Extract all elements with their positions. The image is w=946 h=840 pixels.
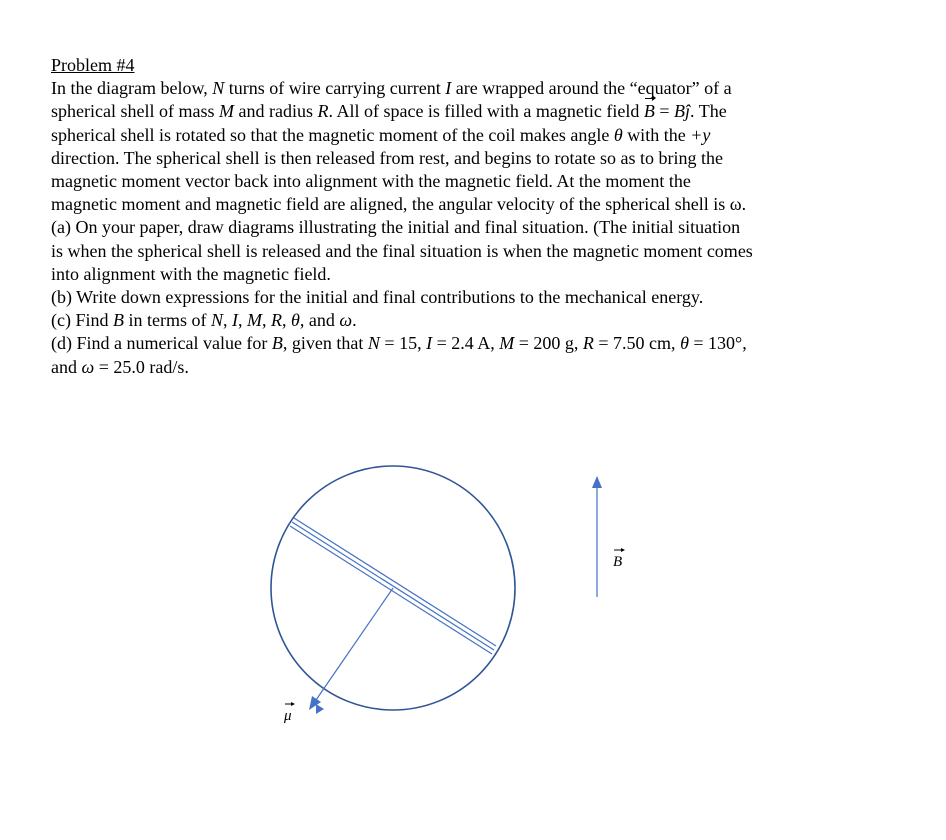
text-run: = 130°, xyxy=(688,333,747,354)
math-symbol: B xyxy=(674,101,686,122)
math-symbol: I xyxy=(232,310,239,331)
b-label-group xyxy=(613,548,625,570)
b-vector-tip xyxy=(621,548,625,552)
math-symbol: N xyxy=(367,333,380,354)
magnetic-moment-vector xyxy=(309,588,393,710)
text-run: with the xyxy=(622,124,691,145)
text-run: magnetic moment and magnetic field are aligned, the angular velocity of the spherical shell is ω. xyxy=(51,194,747,215)
text-run: (d) Find a numerical value for xyxy=(51,333,272,354)
text-run: = 15, xyxy=(379,333,427,354)
b-arrow-head xyxy=(592,476,602,488)
text-run: , and xyxy=(299,310,340,331)
text-run: , xyxy=(262,310,272,331)
text-run: (c) Find xyxy=(51,310,113,331)
text-run: = 7.50 cm, xyxy=(593,333,681,354)
text-run: , xyxy=(238,310,248,331)
text-run: In the diagram below, xyxy=(51,78,213,99)
math-symbol: M xyxy=(247,310,263,331)
magnetic-field-vector xyxy=(592,476,602,597)
b-label: B xyxy=(613,554,623,570)
text-run: . All of space is filled with a magnetic field xyxy=(328,101,644,122)
text-run: (b) Write down expressions for the initial and final contributions to the mechanical energy. xyxy=(51,287,704,308)
math-symbol: θ xyxy=(613,124,623,145)
coil-wire xyxy=(292,522,494,650)
coil-windings xyxy=(290,518,496,654)
coil-wire xyxy=(294,518,496,646)
math-symbol: I xyxy=(426,333,433,354)
math-symbol: R xyxy=(271,310,283,331)
text-run: into alignment with the magnetic field. xyxy=(51,263,331,284)
text-run: , xyxy=(282,310,292,331)
math-symbol: B xyxy=(113,310,124,331)
vector-symbol: B xyxy=(643,101,655,122)
text-run: = xyxy=(654,101,675,122)
math-symbol: ω xyxy=(81,356,95,377)
text-run: = 2.4 A, xyxy=(432,333,500,354)
text-run: . The xyxy=(690,101,727,122)
text-run: , given that xyxy=(282,333,368,354)
math-symbol: M xyxy=(218,101,234,122)
text-run: and radius xyxy=(233,101,318,122)
text-run: turns of wire carrying current xyxy=(224,78,446,99)
mu-label-group xyxy=(283,702,295,724)
mu-label: μ xyxy=(284,708,292,724)
math-symbol: N xyxy=(211,310,224,331)
text-run: magnetic moment vector back into alignment with the magnetic field. At the moment the xyxy=(51,171,691,192)
math-symbol: ĵ xyxy=(685,101,691,122)
mu-arrow-shaft xyxy=(316,588,393,700)
text-run: and xyxy=(51,356,82,377)
mu-vector-tip xyxy=(291,702,295,706)
text-run: is when the spherical shell is released and the final situation is when the magnetic moment comes xyxy=(51,240,753,261)
math-symbol: R xyxy=(582,333,594,354)
text-run: spherical shell is rotated so that the magnetic moment of the coil makes angle xyxy=(51,124,614,145)
math-symbol: R xyxy=(317,101,329,122)
math-symbol: ω xyxy=(339,310,353,331)
math-symbol: θ xyxy=(291,310,300,331)
text-run: = 200 g, xyxy=(514,333,583,354)
text-run: (a) On your paper, draw diagrams illustrating the initial and final situation. (The initial situation xyxy=(51,217,741,238)
math-symbol: I xyxy=(445,78,452,99)
math-symbol: θ xyxy=(680,333,689,354)
text-run: are wrapped around the “equator” of a xyxy=(451,78,732,99)
math-symbol: N xyxy=(212,78,225,99)
marker-triangle-icon xyxy=(316,704,324,714)
text-run: spherical shell of mass xyxy=(51,101,219,122)
math-symbol: B xyxy=(271,333,283,354)
problem-heading: Problem #4 xyxy=(51,55,135,75)
text-run: direction. The spherical shell is then released from rest, and begins to rotate so as to bring the xyxy=(51,147,723,168)
text-run: = 25.0 rad/s. xyxy=(94,356,189,377)
text-run: . xyxy=(352,310,357,331)
text-run: in terms of xyxy=(124,310,211,331)
text-run: , xyxy=(223,310,233,331)
math-symbol: M xyxy=(499,333,515,354)
math-symbol: +y xyxy=(690,124,711,145)
